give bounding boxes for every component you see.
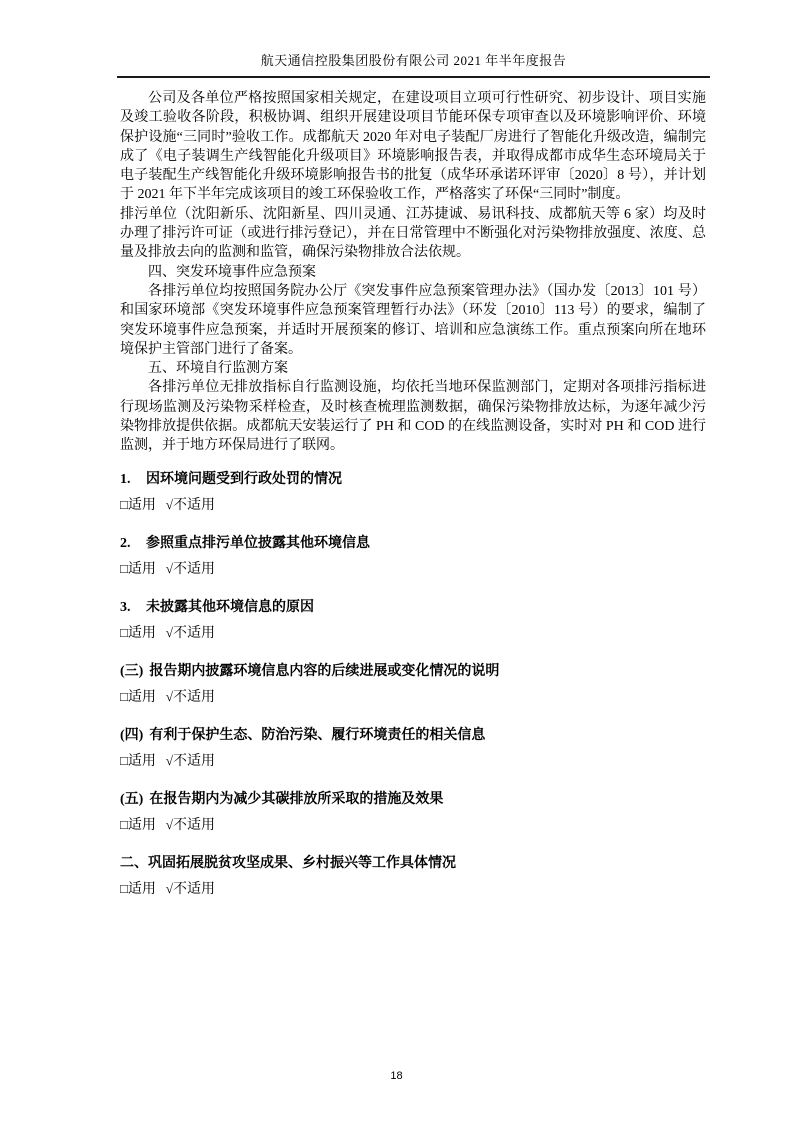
body-text xyxy=(120,89,706,456)
checkmark-icon: √ xyxy=(165,561,173,576)
section-other-env-info xyxy=(120,534,706,579)
checkbox-unchecked-icon: □ xyxy=(120,881,128,896)
section-number: (四) xyxy=(120,728,144,743)
body-paragraph: 四、突发环境事件应急预案 xyxy=(148,264,316,280)
checkmark-icon: √ xyxy=(165,497,173,512)
applicability-line xyxy=(120,687,706,707)
section-title: 参照重点排污单位披露其他环境信息 xyxy=(146,536,370,551)
section-carbon-reduction xyxy=(120,790,706,835)
page-number: 18 xyxy=(390,1070,403,1082)
not-applicable-label: 不适用 xyxy=(173,818,215,833)
section-title: 未披露其他环境信息的原因 xyxy=(146,600,314,615)
applicability-line xyxy=(120,623,706,643)
section-undisclosed-reason xyxy=(120,598,706,643)
checkmark-icon: √ xyxy=(165,817,173,832)
section-rural-revitalization xyxy=(120,854,706,899)
applicability-line xyxy=(120,751,706,771)
disclosure-sections xyxy=(120,470,706,918)
checkbox-unchecked-icon: □ xyxy=(120,625,128,640)
section-followup-changes xyxy=(120,662,706,707)
section-number: (三) xyxy=(120,664,144,679)
section-eco-protection-info xyxy=(120,726,706,771)
checkmark-icon: √ xyxy=(165,881,173,896)
applicability-line xyxy=(120,495,706,515)
section-title: 在报告期内为减少其碳排放所采取的措施及效果 xyxy=(149,792,444,807)
section-title: 有利于保护生态、防治污染、履行环境责任的相关信息 xyxy=(149,728,486,743)
applicable-label: 适用 xyxy=(127,562,156,577)
section-number: (五) xyxy=(120,792,144,807)
body-paragraph: 公司及各单位严格按照国家相关规定，在建设项目立项可行性研究、初步设计、项目实施及竣工验收各阶段，积极协调、组织开展建设项目节能环保专项审查以及环境影响评价、环境保护设施“三同时”验收工作。成都航天 2020 年对电子装配厂房进行了智能化升级改造，编制完成了《电子装调生产线智能化升级项目》环境影响报告表，并取得成都市成华生态环境局关于电子装配生产线智能化升级环境影响报告书的批复（成华环承诺环评审〔2020〕8 号），并计划于 2021 年下半年完成该项目的竣工环保验收工作，严格落实了环保“三同时”制度。 xyxy=(120,91,706,203)
not-applicable-label: 不适用 xyxy=(173,882,215,897)
applicability-line xyxy=(120,815,706,835)
applicability-line xyxy=(120,879,706,899)
section-heading xyxy=(120,470,706,490)
section-title: 巩固拓展脱贫攻坚成果、乡村振兴等工作具体情况 xyxy=(148,856,456,871)
section-heading xyxy=(120,598,706,618)
not-applicable-label: 不适用 xyxy=(173,690,215,705)
applicable-label: 适用 xyxy=(127,626,156,641)
section-heading xyxy=(120,534,706,554)
checkmark-icon: √ xyxy=(165,625,173,640)
not-applicable-label: 不适用 xyxy=(173,498,215,513)
not-applicable-label: 不适用 xyxy=(173,626,215,641)
checkbox-unchecked-icon: □ xyxy=(120,689,128,704)
header-divider xyxy=(117,76,710,78)
section-number: 二、 xyxy=(120,856,148,871)
body-paragraph: 排污单位（沈阳新乐、沈阳新星、四川灵通、江苏捷诚、易讯科技、成都航天等 6 家）均及时办理了排污许可证（或进行排污登记），并在日常管理中不断强化对污染物排放强度、浓度、总量及排放去向的监测和监管，确保污染物排放合法依规。 xyxy=(120,206,706,261)
applicable-label: 适用 xyxy=(127,754,156,769)
checkmark-icon: √ xyxy=(165,689,173,704)
applicable-label: 适用 xyxy=(127,818,156,833)
section-title: 报告期内披露环境信息内容的后续进展或变化情况的说明 xyxy=(149,664,500,679)
section-number: 3. xyxy=(120,600,131,615)
body-paragraph: 各排污单位均按照国务院办公厅《突发事件应急预案管理办法》（国办发〔2013〕101 号）和国家环境部《突发环境事件应急预案管理暂行办法》（环发〔2010〕113 号）的要求，编制了突发环境事件应急预案，并适时开展预案的修订、培训和应急演练工作。重点预案向所在地环境保护主管部门进行了备案。 xyxy=(120,283,706,357)
checkbox-unchecked-icon: □ xyxy=(120,497,128,512)
section-heading xyxy=(120,726,706,746)
applicability-line xyxy=(120,559,706,579)
checkbox-unchecked-icon: □ xyxy=(120,561,128,576)
body-paragraph: 各排污单位无排放指标自行监测设施，均依托当地环保监测部门，定期对各项排污指标进行现场监测及污染物采样检查，及时核查梳理监测数据，确保污染物排放达标，为逐年减少污染物排放提供依据。成都航天安装运行了 PH 和 COD 的在线监测设备，实时对 PH 和 COD 进行监测，并于地方环保局进行了联网。 xyxy=(120,380,706,454)
checkmark-icon: √ xyxy=(165,753,173,768)
section-title: 因环境问题受到行政处罚的情况 xyxy=(146,472,342,487)
section-number: 2. xyxy=(120,536,131,551)
section-number: 1. xyxy=(120,472,131,487)
body-paragraph: 五、环境自行监测方案 xyxy=(148,361,288,377)
applicable-label: 适用 xyxy=(127,498,156,513)
applicable-label: 适用 xyxy=(127,882,156,897)
section-environmental-penalty xyxy=(120,470,706,515)
page-header-title: 航天通信控股集团股份有限公司 2021 年半年度报告 xyxy=(260,53,567,68)
section-heading xyxy=(120,854,706,874)
checkbox-unchecked-icon: □ xyxy=(120,817,128,832)
section-heading xyxy=(120,662,706,682)
checkbox-unchecked-icon: □ xyxy=(120,753,128,768)
not-applicable-label: 不适用 xyxy=(173,754,215,769)
not-applicable-label: 不适用 xyxy=(173,562,215,577)
applicable-label: 适用 xyxy=(127,690,156,705)
section-heading xyxy=(120,790,706,810)
